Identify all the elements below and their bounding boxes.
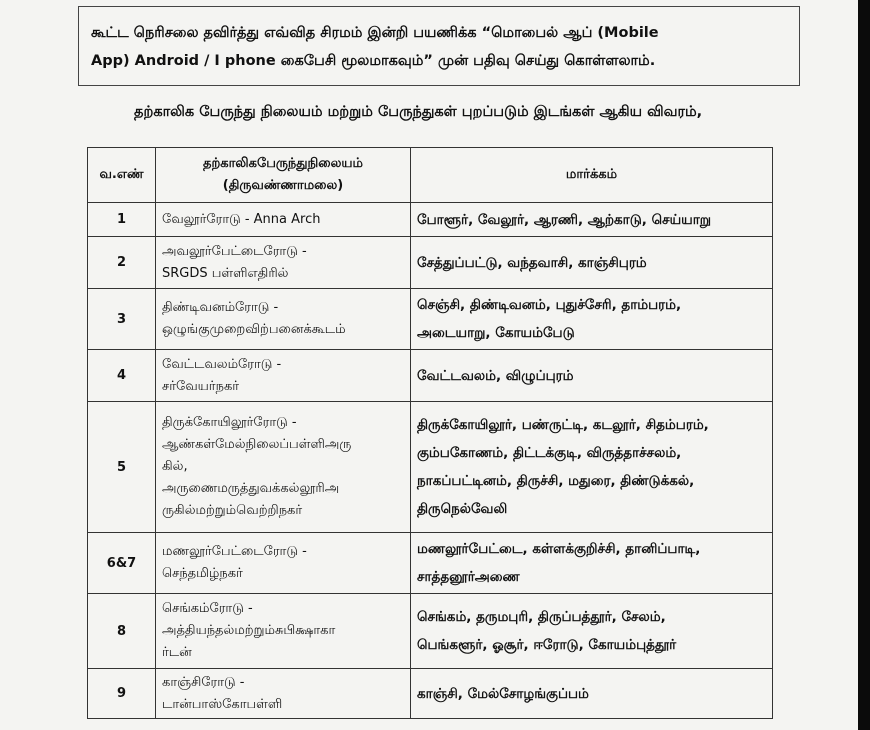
- location-line: செந்தமிழ்நகர்: [162, 566, 243, 581]
- notice-box: [78, 6, 800, 86]
- header-sno: வ.எண்: [88, 148, 156, 203]
- route-line: அடையாறு, கோயம்பேடு: [417, 325, 575, 341]
- row-route: [411, 669, 773, 719]
- header-location-line2: (திருவண்ணாமலை): [222, 178, 344, 193]
- row-route: [411, 289, 773, 350]
- row-sno: 2: [88, 237, 156, 289]
- route-line: சேத்துப்பட்டு, வந்தவாசி, காஞ்சிபுரம்: [417, 254, 647, 271]
- location-line: டான்பாஸ்கோபள்ளி: [162, 696, 283, 712]
- route-line: பெங்களூர், ஓசூர், ஈரோடு, கோயம்புத்தூர்: [417, 637, 677, 653]
- route-line: கும்பகோணம், திட்டக்குடி, விருத்தாச்சலம்,: [417, 445, 682, 461]
- table-row: [88, 594, 773, 669]
- bus-stand-table: [87, 147, 773, 719]
- location-line: வேட்டவலம்ரோடு -: [162, 356, 282, 372]
- row-route: [411, 402, 773, 533]
- notice-line-2: App) Android / I phone கைபேசி மூலமாகவும்” முன் பதிவு செய்து கொள்ளலாம்.: [91, 53, 656, 69]
- location-line: வேலூர்ரோடு - Anna Arch: [162, 211, 321, 227]
- row-sno: 1: [88, 203, 156, 237]
- table-row: [88, 402, 773, 533]
- route-line: செஞ்சி, திண்டிவனம், புதுச்சேரி, தாம்பரம்,: [417, 297, 682, 313]
- route-line: போளூர், வேலூர், ஆரணி, ஆற்காடு, செய்யாறு: [417, 211, 712, 228]
- table-row: [88, 533, 773, 594]
- location-line: திண்டிவனம்ரோடு -: [162, 300, 279, 315]
- table-row: [88, 669, 773, 719]
- row-location: [156, 669, 411, 719]
- location-line: மணலூர்பேட்டைரோடு -: [162, 544, 307, 559]
- route-line: திருக்கோயிலூர், பண்ருட்டி, கடலூர், சிதம்பரம்,: [417, 417, 709, 433]
- table-row: [88, 203, 773, 237]
- row-route: [411, 350, 773, 402]
- row-location: [156, 533, 411, 594]
- header-location: [156, 148, 411, 203]
- table-header-row: [88, 148, 773, 203]
- row-location: [156, 237, 411, 289]
- location-line: அத்தியந்தல்மற்றும்சுபிக்ஷாகா: [162, 623, 336, 638]
- table-row: [88, 289, 773, 350]
- route-line: மணலூர்பேட்டை, கள்ளக்குறிச்சி, தானிப்பாடி,: [417, 541, 701, 557]
- location-line: செங்கம்ரோடு -: [162, 601, 253, 616]
- row-sno: 3: [88, 289, 156, 350]
- location-line: அவலூர்பேட்டைரோடு -: [162, 243, 307, 259]
- row-sno: 6&7: [88, 533, 156, 594]
- row-sno: 8: [88, 594, 156, 669]
- location-line: காஞ்சிரோடு -: [162, 674, 245, 690]
- row-route: [411, 237, 773, 289]
- row-location: [156, 350, 411, 402]
- row-route: [411, 594, 773, 669]
- row-location: [156, 203, 411, 237]
- row-location: [156, 289, 411, 350]
- notice-line-1: கூட்ட நெரிசலை தவிர்த்து எவ்வித சிரமம் இன்றி பயணிக்க “மொபைல் ஆப் (Mobile: [91, 25, 659, 41]
- table-row: [88, 237, 773, 289]
- location-line: ஒழுங்குமுறைவிற்பனைக்கூடம்: [162, 322, 346, 337]
- row-route: [411, 533, 773, 594]
- route-line: திருநெல்வேலி: [417, 501, 508, 517]
- location-line: ஆண்கள்மேல்நிலைப்பள்ளிஅரு: [162, 437, 352, 452]
- location-line: அருணைமருத்துவக்கல்லூரிஅ: [162, 481, 340, 496]
- route-line: சாத்தனூர்அணை: [417, 569, 520, 585]
- route-line: வேட்டவலம், விழுப்புரம்: [417, 367, 574, 384]
- header-route: மார்க்கம்: [411, 148, 773, 203]
- route-line: நாகப்பட்டினம், திருச்சி, மதுரை, திண்டுக்கல்,: [417, 473, 695, 489]
- scan-dark-edge: [858, 0, 870, 730]
- location-line: ர்டன்: [162, 645, 192, 660]
- route-line: காஞ்சி, மேல்சோழங்குப்பம்: [417, 685, 589, 702]
- location-line: SRGDS பள்ளிஎதிரில்: [162, 265, 289, 281]
- table-subtitle: தற்காலிக பேருந்து நிலையம் மற்றும் பேருந்துகள் புறப்படும் இடங்கள் ஆகிய விவரம்,: [134, 104, 703, 120]
- row-location: [156, 594, 411, 669]
- table-row: [88, 350, 773, 402]
- row-sno: 4: [88, 350, 156, 402]
- row-sno: 9: [88, 669, 156, 719]
- row-route: [411, 203, 773, 237]
- row-sno: 5: [88, 402, 156, 533]
- header-location-line1: தற்காலிகபேருந்துநிலையம்: [202, 156, 363, 171]
- location-line: ருகில்மற்றும்வெற்றிநகர்: [162, 503, 303, 518]
- route-line: செங்கம், தருமபுரி, திருப்பத்தூர், சேலம்,: [417, 609, 666, 625]
- row-location: [156, 402, 411, 533]
- location-line: சர்வேயர்நகர்: [162, 378, 240, 394]
- location-line: கில்,: [162, 459, 188, 474]
- location-line: திருக்கோயிலூர்ரோடு -: [162, 415, 297, 430]
